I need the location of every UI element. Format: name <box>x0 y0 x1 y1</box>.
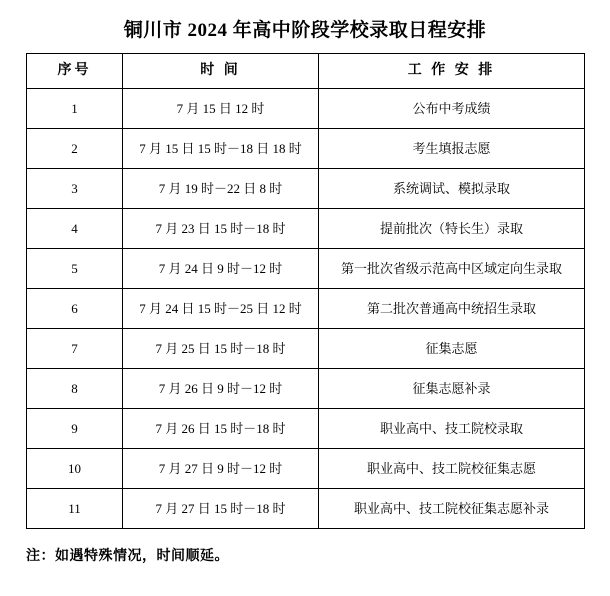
table-row <box>27 209 585 249</box>
table-row <box>27 89 585 129</box>
cell-work: 提前批次（特长生）录取 <box>319 209 585 249</box>
cell-time: 7 月 24 日 15 时－25 日 12 时 <box>123 289 319 329</box>
cell-work: 系统调试、模拟录取 <box>319 169 585 209</box>
table-body <box>27 89 585 529</box>
table-row <box>27 409 585 449</box>
column-header-no: 序号 <box>27 54 123 89</box>
footnote: 注：如遇特殊情况，时间顺延。 <box>26 549 229 564</box>
cell-no: 1 <box>27 89 123 129</box>
cell-time: 7 月 26 日 9 时－12 时 <box>123 369 319 409</box>
cell-no: 11 <box>27 489 123 529</box>
cell-work: 征集志愿补录 <box>319 369 585 409</box>
table-row <box>27 369 585 409</box>
table-row <box>27 489 585 529</box>
cell-no: 3 <box>27 169 123 209</box>
cell-time: 7 月 15 日 12 时 <box>123 89 319 129</box>
cell-time: 7 月 27 日 15 时－18 时 <box>123 489 319 529</box>
cell-time: 7 月 24 日 9 时－12 时 <box>123 249 319 289</box>
cell-work: 职业高中、技工院校征集志愿 <box>319 449 585 489</box>
cell-no: 4 <box>27 209 123 249</box>
cell-no: 8 <box>27 369 123 409</box>
cell-time: 7 月 23 日 15 时－18 时 <box>123 209 319 249</box>
table-row <box>27 129 585 169</box>
cell-work: 考生填报志愿 <box>319 129 585 169</box>
cell-work: 第二批次普通高中统招生录取 <box>319 289 585 329</box>
table-row <box>27 329 585 369</box>
cell-time: 7 月 26 日 15 时－18 时 <box>123 409 319 449</box>
cell-no: 2 <box>27 129 123 169</box>
table-row <box>27 289 585 329</box>
table-header-row <box>27 54 585 89</box>
cell-time: 7 月 27 日 9 时－12 时 <box>123 449 319 489</box>
cell-no: 7 <box>27 329 123 369</box>
cell-time: 7 月 19 时－22 日 8 时 <box>123 169 319 209</box>
table-row <box>27 249 585 289</box>
schedule-table <box>26 53 585 529</box>
cell-no: 9 <box>27 409 123 449</box>
cell-no: 10 <box>27 449 123 489</box>
table-header <box>27 54 585 89</box>
cell-time: 7 月 15 日 15 时－18 日 18 时 <box>123 129 319 169</box>
cell-no: 6 <box>27 289 123 329</box>
table-row <box>27 449 585 489</box>
schedule-table-wrapper <box>0 53 610 529</box>
cell-work: 征集志愿 <box>319 329 585 369</box>
cell-work: 第一批次省级示范高中区域定向生录取 <box>319 249 585 289</box>
cell-no: 5 <box>27 249 123 289</box>
cell-work: 公布中考成绩 <box>319 89 585 129</box>
column-header-time: 时 间 <box>123 54 319 89</box>
cell-work: 职业高中、技工院校征集志愿补录 <box>319 489 585 529</box>
cell-work: 职业高中、技工院校录取 <box>319 409 585 449</box>
column-header-work: 工 作 安 排 <box>319 54 585 89</box>
cell-time: 7 月 25 日 15 时－18 时 <box>123 329 319 369</box>
table-row <box>27 169 585 209</box>
page-title: 铜川市 2024 年高中阶段学校录取日程安排 <box>123 20 487 41</box>
